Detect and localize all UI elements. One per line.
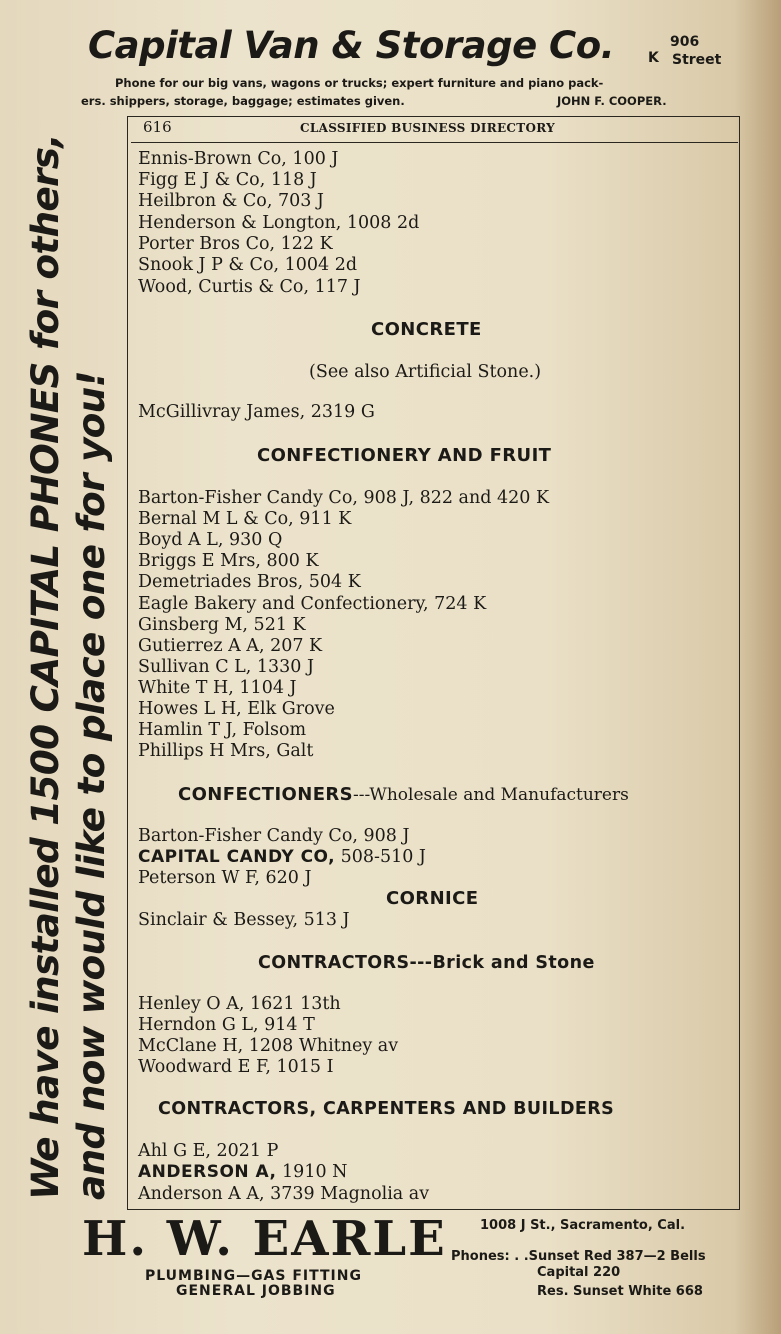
listing-entry: Anderson A A, 3739 Magnolia av: [138, 1184, 430, 1204]
section-heading-contractors-brick: CONTRACTORS---Brick and Stone: [258, 953, 595, 973]
footer-ad-residence-phone: Res. Sunset White 668: [537, 1284, 703, 1299]
listing-entry: Figg E J & Co, 118 J: [138, 170, 317, 190]
side-ad-line1: We have installed 1500 CAPITAL PHONES for others,: [23, 134, 67, 1200]
side-ad: [22, 100, 122, 1200]
header-ad-line2: ers. shippers, storage, baggage; estimates given.: [81, 94, 405, 108]
section-heading-confectionery: CONFECTIONERY AND FRUIT: [257, 445, 552, 466]
listing-entry: Boyd A L, 930 Q: [138, 530, 283, 550]
listing-entry: Sinclair & Bessey, 513 J: [138, 910, 350, 930]
listing-entry: White T H, 1104 J: [138, 678, 297, 698]
header-ad-owner: JOHN F. COOPER.: [557, 94, 667, 108]
listing-entry: Demetriades Bros, 504 K: [138, 572, 361, 592]
listing-entry: Briggs E Mrs, 800 K: [138, 551, 319, 571]
confectioners-subheading: ---Wholesale and Manufacturers: [353, 785, 629, 805]
listing-entry-bold-name: ANDERSON A,: [138, 1162, 277, 1182]
listing-entry: Ahl G E, 2021 P: [138, 1141, 279, 1161]
footer-ad-phones: Phones: . .Sunset Red 387—2 Bells: [451, 1249, 706, 1264]
footer-ad-services-line1: PLUMBING—GAS FITTING: [145, 1268, 362, 1284]
listing-entry: Bernal M L & Co, 911 K: [138, 509, 352, 529]
listing-entry: Ennis-Brown Co, 100 J: [138, 149, 339, 169]
header-ad-company: Capital Van & Storage Co.: [88, 24, 615, 67]
listing-entry-bold-name: CAPITAL CANDY CO,: [138, 847, 336, 867]
listing-entry: Porter Bros Co, 122 K: [138, 234, 333, 254]
side-ad-line2: and now would like to place one for you!: [69, 371, 113, 1200]
running-head: CLASSIFIED BUSINESS DIRECTORY: [300, 121, 556, 135]
listing-entry: Barton-Fisher Candy Co, 908 J, 822 and 420 K: [138, 488, 550, 508]
listing-entry: [138, 847, 426, 868]
listing-entry: Ginsberg M, 521 K: [138, 615, 306, 635]
listing-entry-address: 1910 N: [276, 1162, 348, 1182]
listing-entry: Henderson & Longton, 1008 2d: [138, 213, 420, 233]
listing-entry: Heilbron & Co, 703 J: [138, 191, 324, 211]
listing-entry: Eagle Bakery and Confectionery, 724 K: [138, 594, 487, 614]
listing-entry-address: 508-510 J: [335, 847, 426, 867]
listing-entry: Sullivan C L, 1330 J: [138, 657, 315, 677]
listing-entry: Woodward E F, 1015 I: [138, 1057, 334, 1077]
listing-entry: Wood, Curtis & Co, 117 J: [138, 277, 361, 297]
header-ad-line1: Phone for our big vans, wagons or trucks; expert furniture and piano pack-: [115, 76, 604, 90]
footer-ad-services-line2: GENERAL JOBBING: [176, 1283, 336, 1299]
listing-entry: Howes L H, Elk Grove: [138, 699, 335, 719]
listing-entry: Snook J P & Co, 1004 2d: [138, 255, 358, 275]
listing-entry: Henley O A, 1621 13th: [138, 994, 341, 1014]
listing-entry: Barton-Fisher Candy Co, 908 J: [138, 826, 410, 846]
header-ad-address-street: Street: [672, 52, 722, 68]
header-rule: [131, 142, 738, 143]
header-ad-address-number: 906: [670, 34, 700, 50]
listing-entry: Peterson W F, 620 J: [138, 868, 312, 888]
listing-entry: Phillips H Mrs, Galt: [138, 741, 314, 761]
section-heading-confectioners: [178, 784, 629, 805]
listing-entry: Gutierrez A A, 207 K: [138, 636, 323, 656]
listing-entry: Hamlin T J, Folsom: [138, 720, 307, 740]
listing-entry: [138, 1162, 347, 1183]
footer-ad-address: 1008 J St., Sacramento, Cal.: [480, 1218, 686, 1233]
section-heading-concrete: CONCRETE: [371, 319, 482, 340]
listing-entry: McGillivray James, 2319 G: [138, 402, 375, 422]
listing-entry: Herndon G L, 914 T: [138, 1015, 315, 1035]
footer-ad-capital-phone: Capital 220: [537, 1265, 621, 1280]
section-heading-contractors-builders: CONTRACTORS, CARPENTERS AND BUILDERS: [158, 1099, 615, 1119]
header-ad-address-k: K: [648, 50, 659, 66]
section-heading-cornice: CORNICE: [386, 888, 479, 909]
listing-entry: McClane H, 1208 Whitney av: [138, 1036, 399, 1056]
confectioners-heading-main: CONFECTIONERS: [178, 784, 354, 805]
page-number: 616: [143, 118, 172, 136]
footer-ad-name: H. W. EARLE: [82, 1211, 447, 1267]
concrete-see-also-note: (See also Artificial Stone.): [309, 362, 542, 382]
